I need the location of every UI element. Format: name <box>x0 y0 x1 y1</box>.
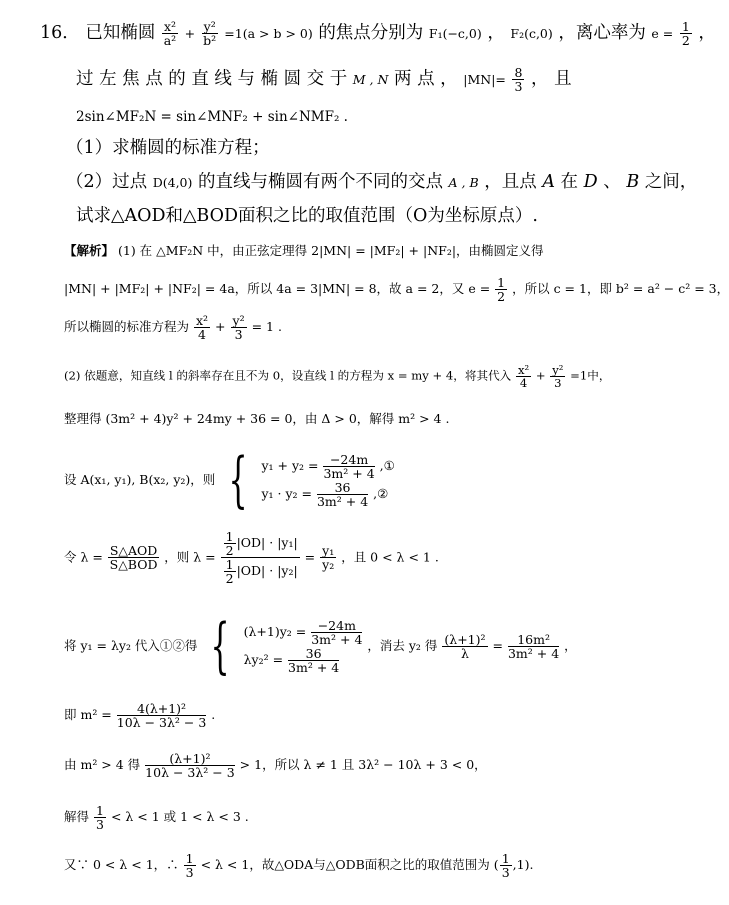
solution-text: =1中， <box>570 368 611 383</box>
interval-end: ,1). <box>512 857 534 873</box>
denominator: 2 <box>225 571 234 587</box>
solution-text: ，消去 y₂ 得 <box>367 638 438 653</box>
denominator: 3 <box>234 327 243 343</box>
numerator: S△AOD <box>109 543 158 559</box>
solution-text: ， <box>564 638 577 653</box>
half-fraction <box>224 530 236 557</box>
part-2-line-2: 试求△AOD和△BOD面积之比的取值范围（O为坐标原点）. <box>76 206 538 226</box>
equation-system <box>244 619 364 674</box>
eccentricity-fraction <box>680 20 692 47</box>
numerator: 36 <box>288 647 339 661</box>
solution-text: = 1 . <box>251 319 282 335</box>
numerator: x² <box>196 313 209 328</box>
solution-line-8 <box>64 612 577 681</box>
ellipse-x-fraction <box>162 20 178 47</box>
solution-text: 令 λ = <box>64 549 103 565</box>
y-ratio-fraction <box>320 544 336 571</box>
problem-text: 在 <box>560 172 579 192</box>
problem-text: ，离心率为 <box>558 23 646 44</box>
problem-text: ，且点 <box>484 172 537 192</box>
equation-fraction <box>317 481 368 508</box>
plus-sign: + <box>535 368 546 383</box>
solution-text: 又∵ 0 < λ < 1，∴ <box>64 857 179 873</box>
m-squared-fraction <box>117 702 207 729</box>
equation-lhs: (λ+1)y₂ = <box>243 624 307 640</box>
one-third-fraction <box>500 852 512 879</box>
problem-line-2 <box>76 66 572 93</box>
equation-lhs: y₁ · y₂ = <box>261 485 312 501</box>
eccentricity-fraction <box>495 276 507 303</box>
y-fraction <box>550 364 565 389</box>
solution-text: |MN| + |MF₂| + |NF₂| = 4a，所以 4a = 3|MN| = 8，故 a = 2，又 e = <box>64 281 491 297</box>
problem-text: 、 <box>603 172 621 192</box>
solution-text: 将 y₁ = λy₂ 代入①②得 <box>64 638 198 653</box>
problem-number: 16． <box>40 23 80 44</box>
numerator: 1 <box>501 851 510 866</box>
focus-f2: F₂(c,0) <box>510 26 553 42</box>
denominator: y₂ <box>322 557 335 573</box>
left-brace: { <box>210 611 231 681</box>
denominator: 3m² + 4 <box>316 493 369 509</box>
product-term: |OD| · |y₂| <box>236 563 298 579</box>
numerator: 1 <box>681 19 690 34</box>
equation-tag: ,② <box>373 485 389 501</box>
problem-text: ， 且 <box>531 69 572 90</box>
point-d: D(4,0) <box>152 175 193 190</box>
solution-line-5: 整理得 (3m² + 4)y² + 24my + 36 = 0，由 Δ > 0，解得 m² > 4 . <box>64 411 450 426</box>
denominator: 3 <box>185 865 194 881</box>
one-third-fraction <box>184 852 196 879</box>
denominator: 3 <box>554 376 562 391</box>
analysis-label: 【解析】 <box>64 243 115 258</box>
point-d: D <box>583 172 598 192</box>
equation-fraction <box>311 619 362 646</box>
open-paren: ( <box>493 857 499 873</box>
denominator: a² <box>163 33 177 49</box>
solution-line-3 <box>64 314 282 341</box>
denominator: 10λ − 3λ² − 3 <box>145 765 235 781</box>
problem-text: （2）过点 <box>66 172 148 192</box>
chord-length-fraction <box>512 66 524 93</box>
part-1: （1）求椭圆的标准方程； <box>66 138 270 158</box>
numerator: 8 <box>514 65 523 80</box>
solution-line-7 <box>64 530 439 586</box>
numerator: 16m² <box>508 633 559 647</box>
denominator: 4 <box>519 376 528 391</box>
solution-text: 由 m² > 4 得 <box>64 757 141 773</box>
denominator: 3m² + 4 <box>323 466 375 482</box>
numerator <box>221 530 300 558</box>
equation-tag: ,① <box>379 458 395 474</box>
numerator: 1 <box>96 803 104 818</box>
problem-line-1 <box>40 20 716 47</box>
solution-text: (2) 依题意，知直线 l 的斜率存在且不为 0，设直线 l 的方程为 x = my + 4，将其代入 <box>64 368 512 383</box>
numerator: y₁ <box>322 543 335 559</box>
solution-text: > 1，所以 λ ≠ 1 且 3λ² − 10λ + 3 < 0， <box>239 757 487 773</box>
solution-line-9 <box>64 702 215 729</box>
problem-line-3: 2sin∠MF₂N = sin∠MNF₂ + sin∠NMF₂ . <box>76 109 348 125</box>
solution-line-2 <box>64 276 729 303</box>
denominator: 3m² + 4 <box>311 632 363 648</box>
solution-text: 所以椭圆的标准方程为 <box>64 319 190 335</box>
focus-f1: F₁(−c,0) <box>428 26 482 42</box>
denominator: 10λ − 3λ² − 3 <box>116 715 207 731</box>
comma: ， <box>698 23 716 44</box>
ellipse-condition: =1(a > b > 0) <box>224 26 313 42</box>
solution-line-11 <box>64 804 249 831</box>
equals-sign: = <box>304 549 316 565</box>
problem-text: 两 点 ， <box>394 69 458 90</box>
plus-sign: + <box>184 26 196 42</box>
eccentricity-label: e = <box>651 26 674 42</box>
numerator: y² <box>552 363 564 377</box>
solution-line-4 <box>64 364 610 389</box>
product-term: |OD| · |y₁| <box>236 535 298 551</box>
denominator: b² <box>203 33 217 49</box>
problem-text: 已知椭圆 <box>85 23 156 44</box>
numerator: x² <box>517 363 530 377</box>
numerator: 4(λ+1)² <box>117 702 207 716</box>
point-a: A <box>542 172 555 192</box>
equation-system <box>261 453 394 508</box>
inequality-fraction <box>145 752 235 779</box>
numerator: 1 <box>185 851 194 866</box>
half-fraction <box>224 558 236 585</box>
equation-row-1 <box>244 619 364 646</box>
denominator <box>221 558 300 585</box>
point-b: B <box>626 172 640 192</box>
denominator: 2 <box>225 543 234 559</box>
denominator: 4 <box>198 327 206 343</box>
solution-text: < λ < 1 或 1 < λ < 3 . <box>110 809 249 825</box>
solution-line-12 <box>64 852 533 879</box>
solution-line-6 <box>64 446 395 515</box>
problem-text: 的焦点分别为 <box>318 23 424 44</box>
equation-row-2 <box>244 647 364 674</box>
denominator: 2 <box>497 289 506 305</box>
denominator: S△BOD <box>109 557 158 573</box>
numerator: −24m <box>323 453 374 467</box>
solution-text: ，则 λ = <box>164 549 216 565</box>
ellipse-y-fraction <box>202 20 218 47</box>
solution-text: 即 m² = <box>64 707 112 723</box>
numerator: 1 <box>497 275 506 290</box>
lambda-fraction <box>442 633 487 660</box>
solution-line-10 <box>64 752 487 779</box>
plus-sign: + <box>215 319 226 335</box>
solution-text: < λ < 1，故△ODA与△ODB面积之比的取值范围为 <box>200 857 490 873</box>
numerator: 36 <box>317 481 368 495</box>
problem-text: 过 左 焦 点 的 直 线 与 椭 圆 交 于 <box>76 69 348 90</box>
denominator: 2 <box>681 33 690 49</box>
chord-length-label: |MN|= <box>463 72 506 88</box>
solution-text: ，所以 c = 1，即 b² = a² − c² = 3， <box>512 281 729 297</box>
equation-fraction <box>288 647 339 674</box>
numerator: 1 <box>225 529 234 544</box>
solution-text: (1) 在 △MF₂N 中，由正弦定理得 2|MN| = |MF₂| + |NF₂|，由椭圆定义得 <box>118 243 544 258</box>
points-ab: A , B <box>448 175 479 190</box>
x-fraction <box>516 364 531 389</box>
equals-sign: = <box>492 638 503 653</box>
numerator: y² <box>232 313 245 328</box>
numerator: y² <box>203 19 216 34</box>
one-third-fraction <box>94 804 106 831</box>
solution-text: ，且 0 < λ < 1 . <box>341 549 439 565</box>
solution-text: 解得 <box>64 809 90 825</box>
equation-lhs: λy₂² = <box>243 651 284 667</box>
problem-text: 的直线与椭圆有两个不同的交点 <box>197 172 443 192</box>
numerator: 1 <box>225 557 234 573</box>
m-fraction <box>508 633 559 660</box>
solution-text: . <box>211 707 216 723</box>
numerator: x² <box>163 19 176 34</box>
comma: ， <box>487 23 505 44</box>
half-area-fraction <box>221 530 300 586</box>
denominator: 3 <box>501 865 510 881</box>
denominator: 3m² + 4 <box>507 646 560 661</box>
points-mn: M , N <box>352 72 389 88</box>
denominator: 3 <box>96 817 104 833</box>
denominator: 3m² + 4 <box>288 659 340 675</box>
left-brace: { <box>228 445 248 515</box>
y-fraction <box>231 314 247 341</box>
solution-text: 设 A(x₁, y₁), B(x₂, y₂)，则 <box>64 472 216 487</box>
area-ratio-fraction <box>108 544 159 571</box>
problem-text: 之间， <box>644 172 698 192</box>
numerator: −24m <box>311 619 362 633</box>
part-2-line-1 <box>66 172 697 192</box>
equation-row-2 <box>261 481 394 508</box>
numerator: (λ+1)² <box>444 631 486 647</box>
numerator: (λ+1)² <box>145 752 235 766</box>
denominator: λ <box>461 646 469 661</box>
equation-row-1 <box>261 453 394 480</box>
solution-line-1 <box>64 244 544 258</box>
equation-lhs: y₁ + y₂ = <box>261 458 319 474</box>
x-fraction <box>194 314 210 341</box>
denominator: 3 <box>514 79 523 95</box>
equation-fraction <box>323 453 374 480</box>
